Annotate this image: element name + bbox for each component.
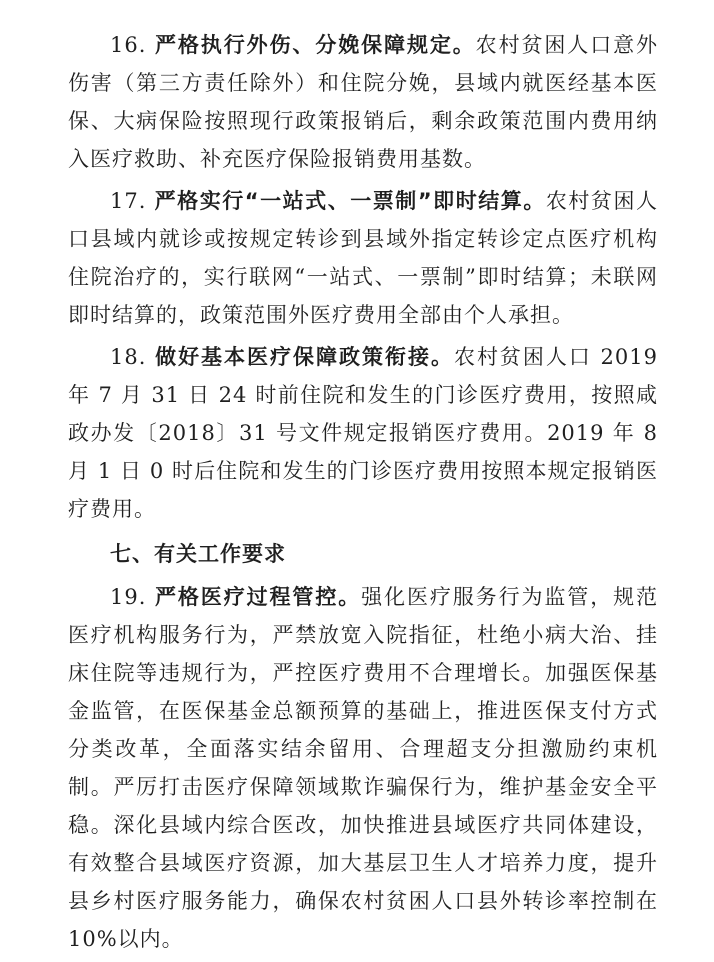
document-page (68, 26, 658, 962)
item-19-heading: 严格医疗过程管控。 (155, 585, 362, 609)
item-19-number: 19. (110, 585, 147, 609)
section-title: 七、有关工作要求 (110, 542, 286, 566)
item-16-heading: 严格执行外伤、分娩保障规定。 (155, 33, 476, 57)
item-16-number: 16. (110, 33, 147, 57)
item-16 (68, 26, 658, 178)
item-18 (68, 338, 658, 528)
item-18-body: 农村贫困人口 2019 年 7 月 31 日 24 时前住院和发生的门诊医疗费用，按照咸政办发〔2018〕31 号文件规定报销医疗费用。2019 年 8 月 1 日 0 时后住院和发生的门诊医疗费用按照本规定报销医疗费用。 (68, 345, 658, 521)
item-19-body: 强化医疗服务行为监管，规范医疗机构服务行为，严禁放宽入院指征，杜绝小病大治、挂床住院等违规行为，严控医疗费用不合理增长。加强医保基金监管，在医保基金总额预算的基础上，推进医保支付方式分类改革，全面落实结余留用、合理超支分担激励约束机制。严厉打击医疗保障领域欺诈骗保行为，维护基金安全平稳。深化县域内综合医改，加快推进县域医疗共同体建设，有效整合县域医疗资源，加大基层卫生人才培养力度，提升县乡村医疗服务能力，确保农村贫困人口县外转诊率控制在 10%以内。 (68, 585, 659, 951)
item-17 (68, 182, 658, 334)
item-18-number: 18. (110, 345, 147, 369)
item-17-heading: 严格实行“一站式、一票制”即时结算。 (154, 189, 546, 213)
item-18-heading: 做好基本医疗保障政策衔接。 (155, 345, 454, 369)
item-17-number: 17. (110, 189, 147, 213)
item-17-body: 农村贫困人口县域内就诊或按规定转诊到县域外指定转诊定点医疗机构住院治疗的，实行联网“一站式、一票制”即时结算；未联网即时结算的，政策范围外医疗费用全部由个人承担。 (68, 189, 658, 327)
item-16-body: 农村贫困人口意外伤害（第三方责任除外）和住院分娩，县域内就医经基本医保、大病保险按照现行政策报销后，剩余政策范围内费用纳入医疗救助、补充医疗保险报销费用基数。 (68, 33, 659, 171)
item-19 (68, 578, 658, 958)
